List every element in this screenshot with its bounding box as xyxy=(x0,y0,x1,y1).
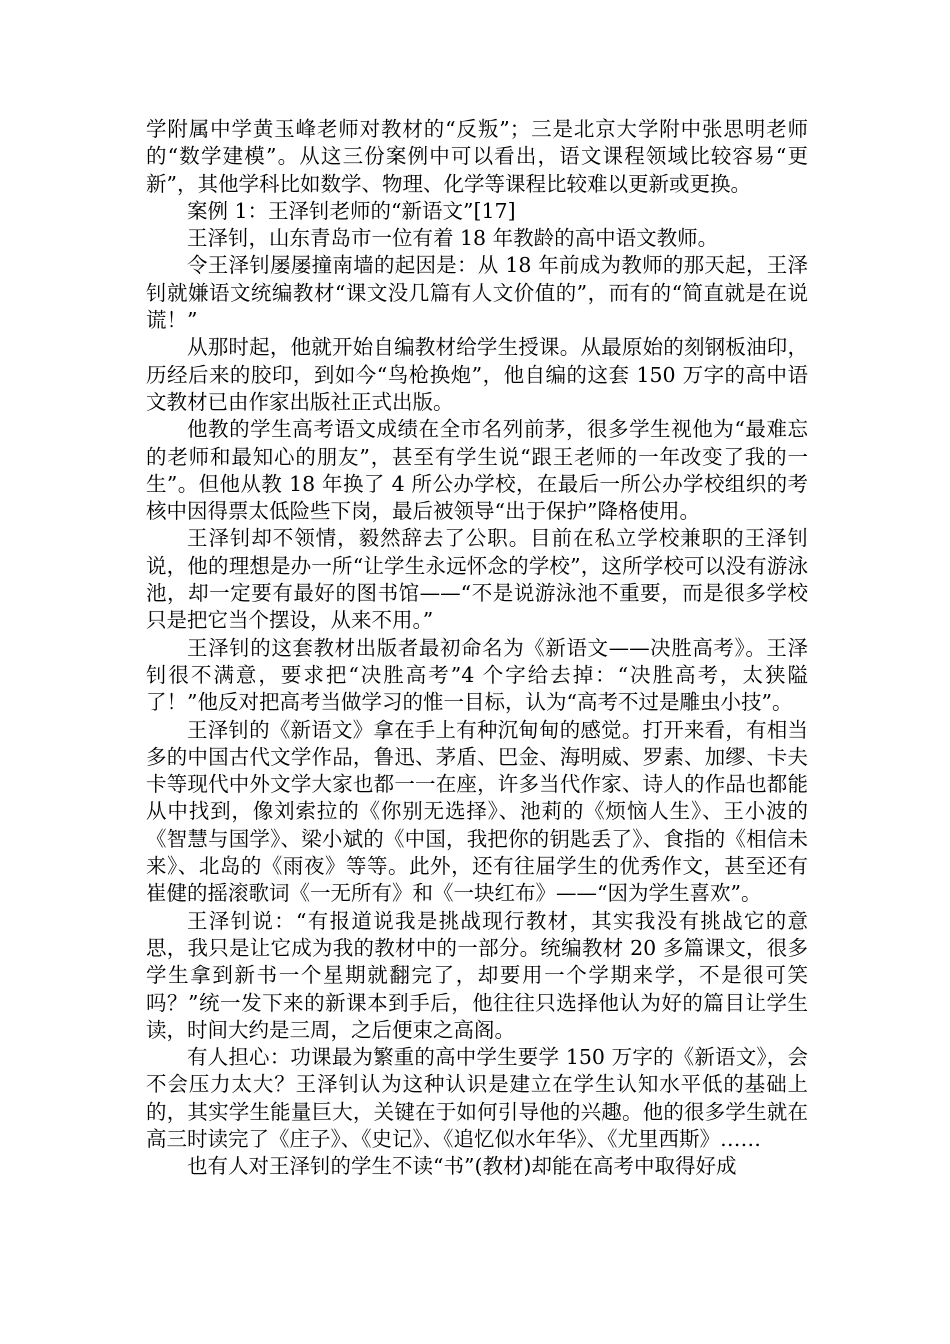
paragraph-10: 王泽钊说：“有报道说我是挑战现行教材，其实我没有挑战它的意思，我只是让它成为我的教材中的一部分。统编教材 20 多篇课文，很多学生拿到新书一个星期就翻完了，却要用一个学期来学，不是很可笑吗？”统一发下来的新课本到手后，他往往只选择他认为好的篇目让学生读，时间大约是三周，之后便束之高阁。 xyxy=(146,908,808,1042)
paragraph-7: 王泽钊却不领情，毅然辞去了公职。目前在私立学校兼职的王泽钊说，他的理想是办一所“让学生永远怀念的学校”，这所学校可以没有游泳池，却一定要有最好的图书馆——“不是说游泳池不重要，而是很多学校只是把它当个摆设，从来不用。” xyxy=(146,526,808,633)
paragraph-8: 王泽钊的这套教材出版者最初命名为《新语文——决胜高考》。王泽钊很不满意，要求把“决胜高考”4 个字给去掉：“决胜高考，太狭隘了！”他反对把高考当做学习的惟一目标，认为“高考不过是雕虫小技”。 xyxy=(146,635,808,715)
case-heading: 案例 1：王泽钊老师的“新语文”[17] xyxy=(187,198,516,223)
document-body xyxy=(146,116,808,1181)
paragraph-6: 他教的学生高考语文成绩在全市名列前茅，很多学生视他为“最难忘的老师和最知心的朋友”，甚至有学生说“跟王老师的一年改变了我的一生”。但他从教 18 年换了 4 所公办学校，在最后一所公办学校组织的考核中因得票太低险些下岗，最后被领导“出于保护”降格使用。 xyxy=(146,417,808,524)
paragraph-9: 王泽钊的《新语文》拿在手上有种沉甸甸的感觉。打开来看，有相当多的中国古代文学作品，鲁迅、茅盾、巴金、海明威、罗素、加缪、卡夫卡等现代中外文学大家也都一一在座，许多当代作家、诗人的作品也都能从中找到，像刘索拉的《你别无选择》、池莉的《烦恼人生》、王小波的《智慧与国学》、梁小斌的《中国，我把你的钥匙丢了》、食指的《相信未来》、北岛的《雨夜》等等。此外，还有往届学生的优秀作文，甚至还有崔健的摇滚歌词《一无所有》和《一块红布》——“因为学生喜欢”。 xyxy=(146,717,808,906)
paragraph-11: 有人担心：功课最为繁重的高中学生要学 150 万字的《新语文》，会不会压力太大？王泽钊认为这种认识是建立在学生认知水平低的基础上的，其实学生能量巨大，关键在于如何引导他的兴趣。他的很多学生就在高三时读完了《庄子》、《史记》、《追忆似水年华》、《尤里西斯》…… xyxy=(146,1045,808,1151)
paragraph-1: 学附属中学黄玉峰老师对教材的“反叛”；三是北京大学附中张思明老师的“数学建模”。从这三份案例中可以看出，语文课程领域比较容易“更新”，其他学科比如数学、物理、化学等课程比较难以更新或更换。 xyxy=(146,117,808,196)
paragraph-12: 也有人对王泽钊的学生不读“书”(教材)却能在高考中取得好成 xyxy=(187,1154,737,1179)
paragraph-4: 令王泽钊屡屡撞南墙的起因是：从 18 年前成为教师的那天起，王泽钊就嫌语文统编教材“课文没几篇有人文价值的”，而有的“简直就是在说谎！” xyxy=(146,253,808,333)
paragraph-3: 王泽钊，山东青岛市一位有着 18 年教龄的高中语文教师。 xyxy=(187,226,719,251)
paragraph-5: 从那时起，他就开始自编教材给学生授课。从最原始的刻钢板油印，历经后来的胶印，到如今“鸟枪换炮”，他自编的这套 150 万字的高中语文教材已由作家出版社正式出版。 xyxy=(146,335,808,414)
